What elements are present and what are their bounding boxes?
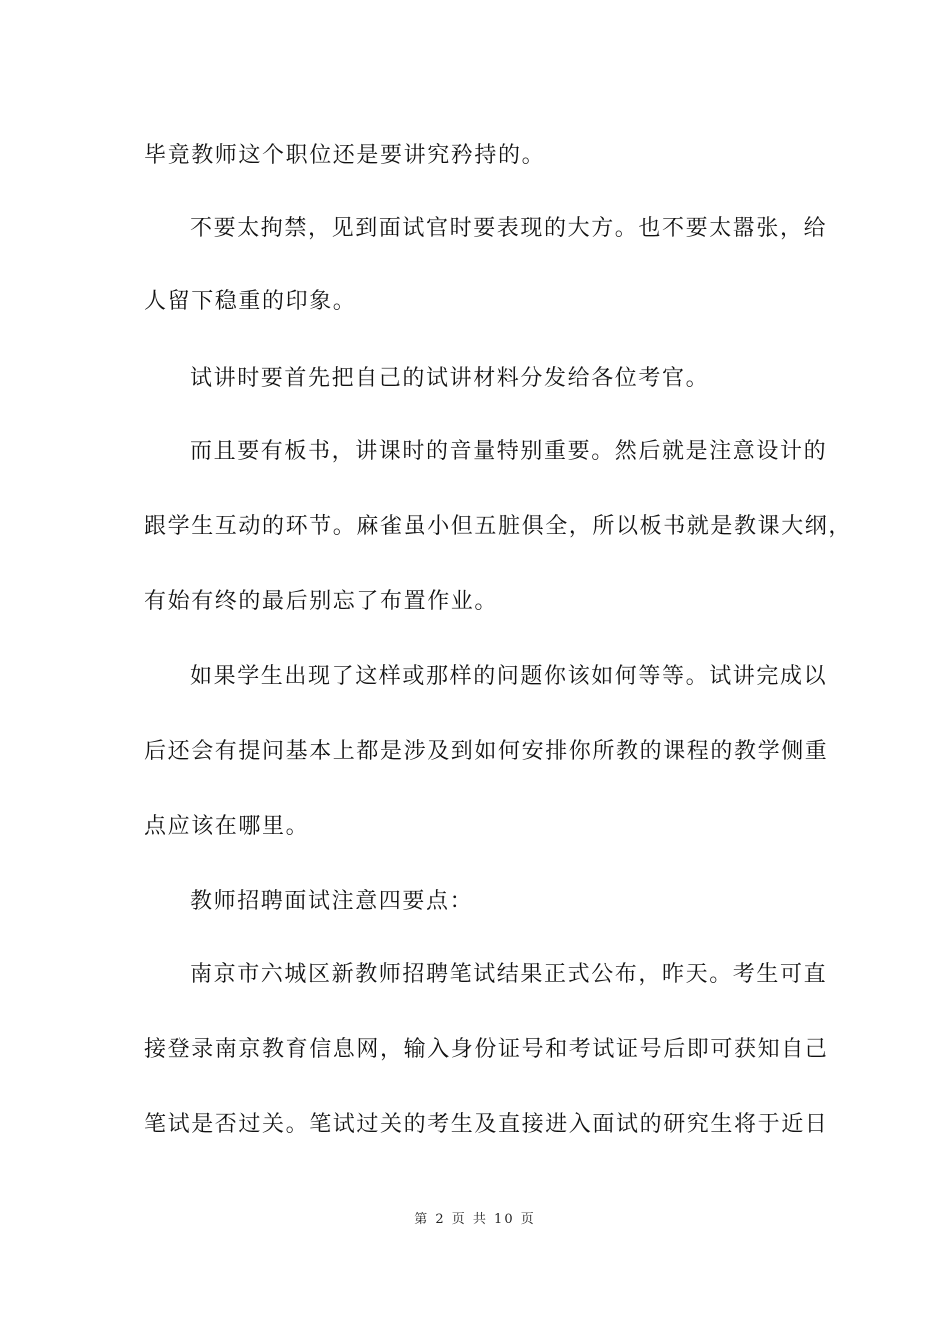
paragraph-line: 后还会有提问基本上都是涉及到如何安排你所教的课程的教学侧重: [144, 739, 829, 764]
paragraph-line: 而且要有板书，讲课时的音量特别重要。然后就是注意设计的: [190, 439, 828, 464]
paragraph-line: 点应该在哪里。: [144, 814, 310, 839]
paragraph-line: 接登录南京教育信息网，输入身份证号和考试证号后即可获知自己: [144, 1037, 829, 1062]
paragraph-line: 教师招聘面试注意四要点：: [190, 889, 474, 914]
paragraph-line: 不要太拘禁，见到面试官时要表现的大方。也不要太嚣张，给: [190, 216, 828, 241]
paragraph-line: 如果学生出现了这样或那样的问题你该如何等等。试讲完成以: [190, 664, 828, 689]
paragraph-line: 南京市六城区新教师招聘笔试结果正式公布，昨天。考生可直: [190, 962, 828, 987]
paragraph-line: 人留下稳重的印象。: [144, 289, 357, 314]
paragraph-line: 跟学生互动的环节。麻雀虽小但五脏俱全，所以板书就是教课大纲，: [144, 514, 853, 539]
paragraph-line: 试讲时要首先把自己的试讲材料分发给各位考官。: [190, 366, 710, 391]
paragraph-line: 笔试是否过关。笔试过关的考生及直接进入面试的研究生将于近日: [144, 1112, 829, 1137]
page-number-footer: 第 2 页 共 10 页: [414, 1212, 536, 1227]
paragraph-line: 有始有终的最后别忘了布置作业。: [144, 589, 499, 614]
paragraph-line: 毕竟教师这个职位还是要讲究矜持的。: [144, 143, 546, 168]
